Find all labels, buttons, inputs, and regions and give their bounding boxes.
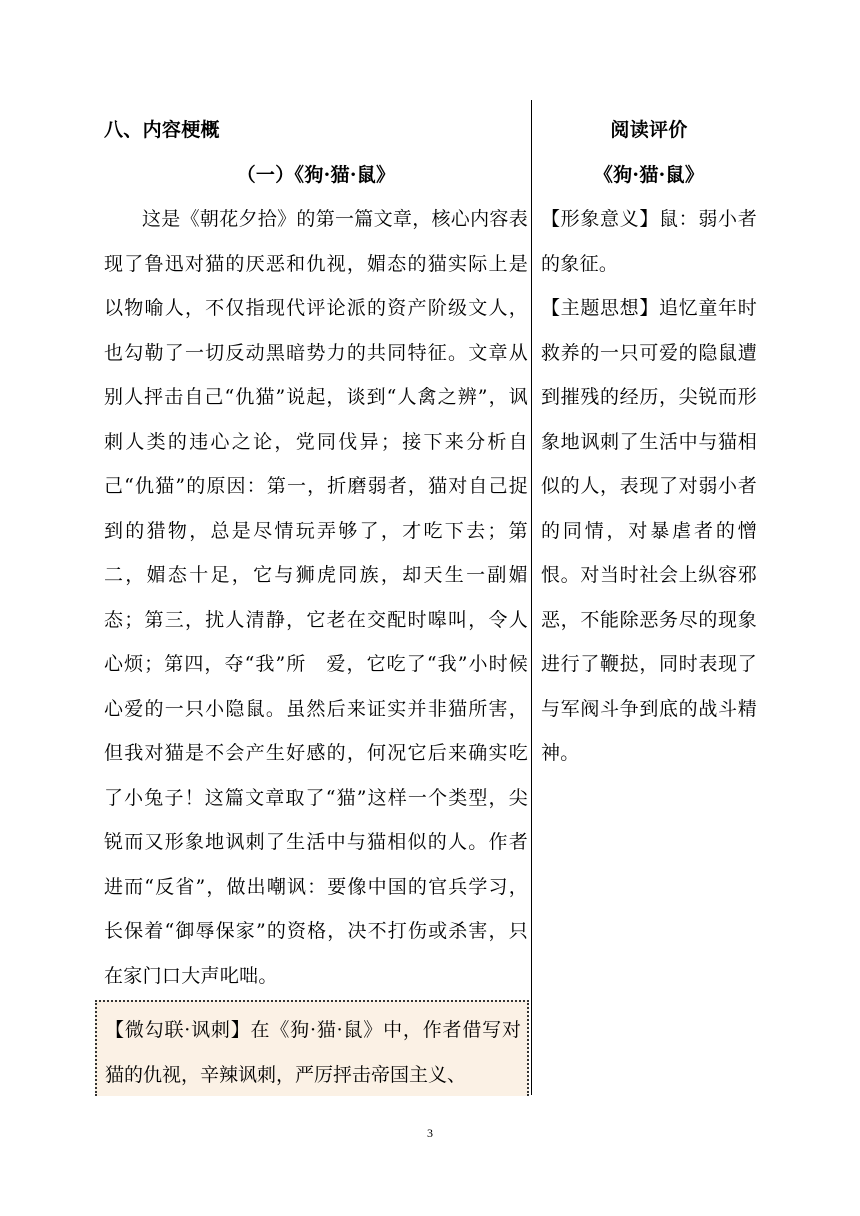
image-meaning-text: 【形象意义】鼠：弱小者的象征。 <box>541 208 757 275</box>
page-number: 3 <box>427 1126 433 1140</box>
summary-paragraph: 这是《朝花夕拾》的第一篇文章，核心内容表现了鲁迅对猫的厌恶和仇视，媚态的猫实际上是以物喻人，不仅指现代评论派的资产阶级文人，也勾勒了一切反动黑暗势力的共同特征。文章从别人抨击自己“仇猫”说起，谈到“人禽之辨”，讽刺人类的违心之论，党同伐异；接下来分析自己“仇猫”的原因：第一，折磨弱者，猫对自己捉到的猎物，总是尽情玩弄够了，才吃下去；第二，媚态十足，它与狮虎同族，却天生一副媚态；第三，扰人清静，它老在交配时嗥叫，令人心烦；第四，夺“我”所 爱，它吃了“我”小时候心爱的一只小隐鼠。虽然后来证实并非猫所害，但我对猫是不会产生好感的，何况它后来确实吃了小兔子！这篇文章取了“猫”这样一个类型，尖锐而又形象地讽刺了生活中与猫相似的人。作者进而“反省”，做出嘲讽：要像中国的官兵学习，长保着“御辱保家”的资格，决不打伤或杀害，只在家门口大声叱咄。 <box>104 208 529 987</box>
column-divider <box>531 100 532 1095</box>
callout-box <box>95 1000 529 1096</box>
section-title: 八、内容梗概 <box>104 119 220 141</box>
callout-text: 【微勾联·讽刺】在《狗·猫·鼠》中，作者借写对猫的仇视，辛辣讽刺，严厉抨击帝国主义、 <box>105 1019 521 1086</box>
work-title: 《狗·猫·鼠》 <box>593 163 705 186</box>
reading-evaluation-column <box>541 108 757 776</box>
column-title: 阅读评价 <box>610 119 688 141</box>
content-summary-column <box>104 108 528 998</box>
subsection-title: （一）《狗·猫·鼠》 <box>236 163 396 186</box>
theme-text: 【主题思想】追忆童年时救养的一只可爱的隐鼠遭到摧残的经历，尖锐而形象地讽刺了生活中与猫相似的人，表现了对弱小者的同情，对暴虐者的憎恨。对当时社会上纵容邪恶，不能除恶务尽的现象进行了鞭挞，同时表现了与军阀斗争到底的战斗精神。 <box>541 297 757 764</box>
